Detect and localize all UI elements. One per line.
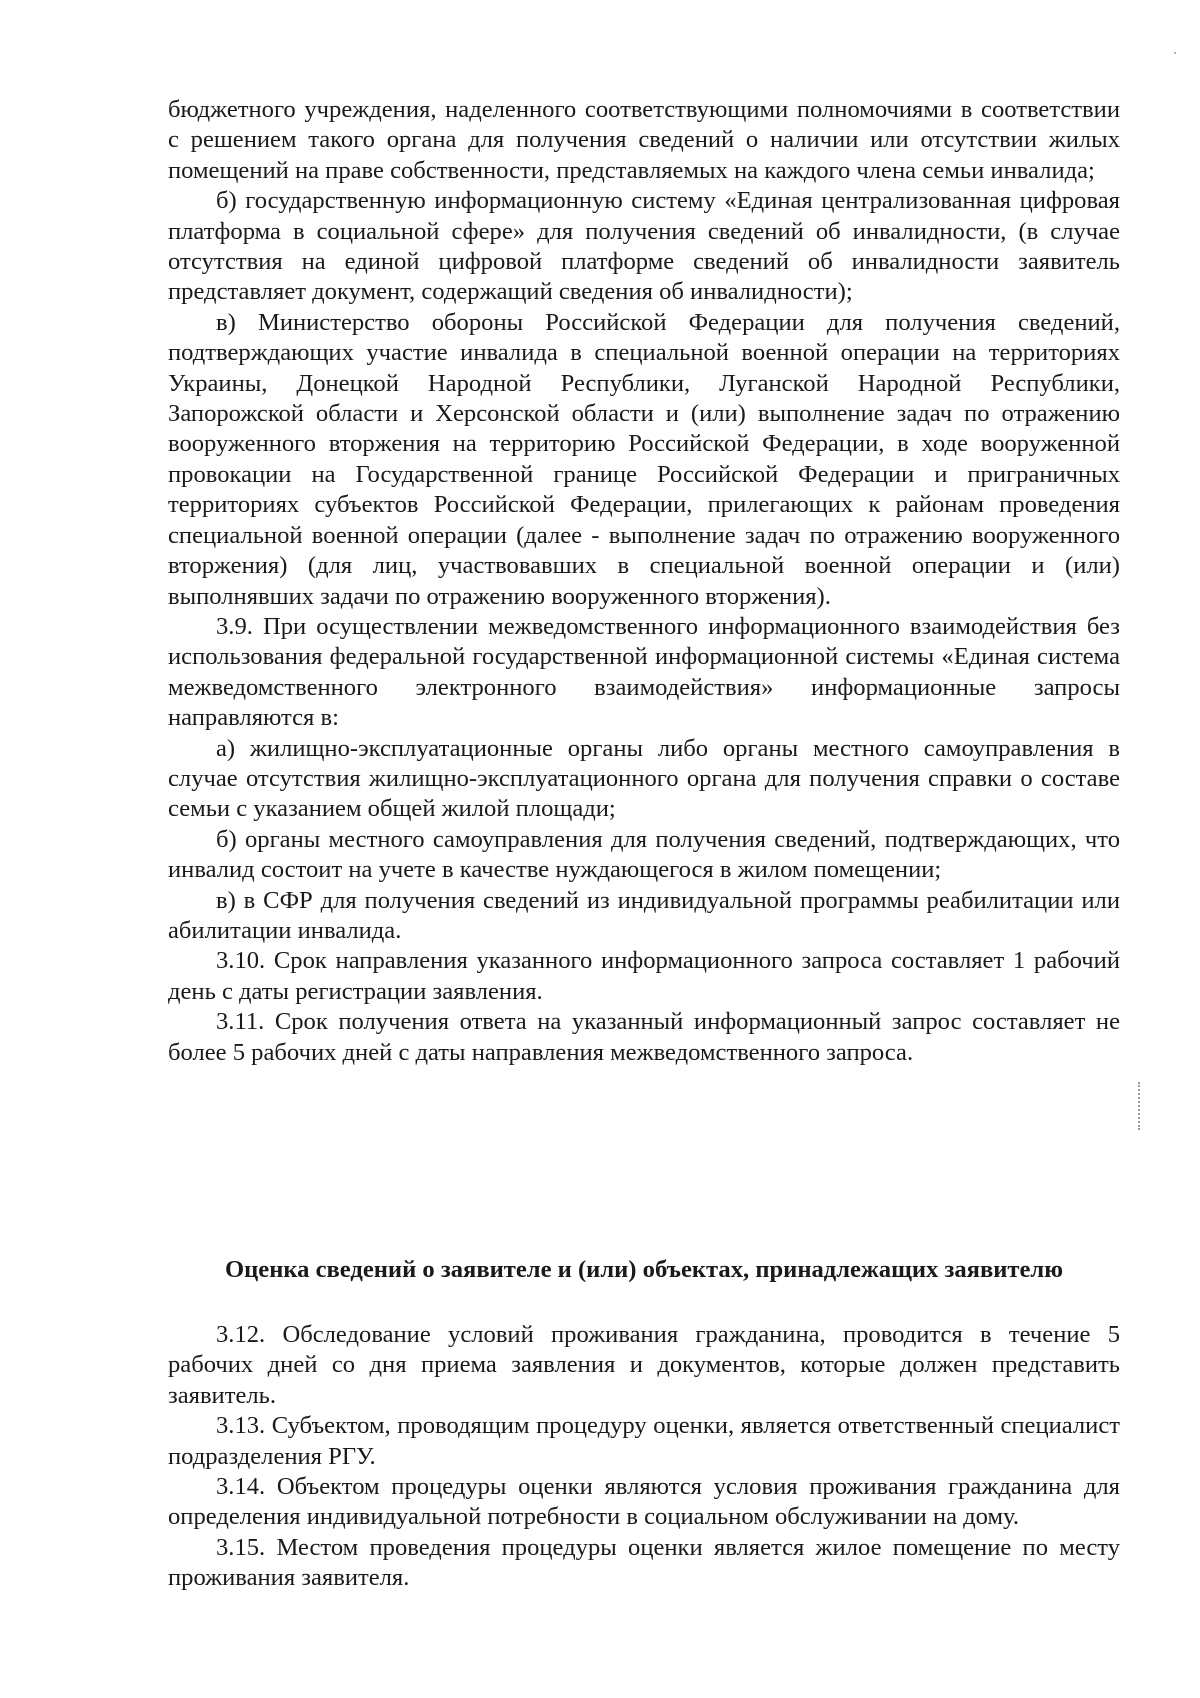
paragraph-3-9: 3.9. При осуществлении межведомственного информационного взаимодействия без использования федеральной государственной информационной системы «Единая система межведомственного электронного взаимодействия» информационные запросы направляются в:	[168, 612, 1120, 732]
scan-artifact-dot	[1174, 52, 1176, 54]
paragraph-item-v-defense-ministry: в) Министерство обороны Российской Федерации для получения сведений, подтверждающих участие инвалида в специальной военной операции на территориях Украины, Донецкой Народной Республики, Луганской Народной Республики, Запорожской области и Херсонской области и (или) выполнение задач по отражению вооруженного вторжения на территорию Российской Федерации, в ходе вооруженной провокации на Государственной границе Российской Федерации и приграничных территориях субъектов Российской Федерации, прилегающих к районам проведения специальной военной операции (далее - выполнение задач по отражению вооруженного вторжения) (для лиц, участвовавших в специальной военной операции и (или) выполнявших задачи по отражению вооруженного вторжения).	[168, 308, 1120, 610]
paragraph-3-13: 3.13. Субъектом, проводящим процедуру оценки, является ответственный специалист подразделения РГУ.	[168, 1412, 1120, 1470]
paragraph-3-11: 3.11. Срок получения ответа на указанный информационный запрос составляет не более 5 рабочих дней с даты направления межведомственного запроса.	[168, 1008, 1120, 1066]
scan-artifact-mark	[1138, 1082, 1142, 1130]
paragraph-continuation: бюджетного учреждения, наделенного соответствующими полномочиями в соответствии с решением такого органа для получения сведений о наличии или отсутствии жилых помещений на праве собственности, представляемых на каждого члена семьи инвалида;	[168, 96, 1120, 184]
section-heading: Оценка сведений о заявителе и (или) объектах, принадлежащих заявителю	[224, 1256, 1063, 1283]
paragraph-3-12: 3.12. Обследование условий проживания гражданина, проводится в течение 5 рабочих дней со дня приема заявления и документов, которые должен представить заявитель.	[168, 1321, 1120, 1409]
paragraph-3-14: 3.14. Объектом процедуры оценки являются условия проживания гражданина для определения индивидуальной потребности в социальном обслуживании на дому.	[168, 1473, 1120, 1531]
section-body-text	[168, 1320, 1120, 1594]
paragraph-3-15: 3.15. Местом проведения процедуры оценки является жилое помещение по месту проживания заявителя.	[168, 1533, 1120, 1592]
paragraph-3-10: 3.10. Срок направления указанного информационного запроса составляет 1 рабочий день с даты регистрации заявления.	[168, 947, 1120, 1005]
paragraph-item-b-local-government: б) органы местного самоуправления для получения сведений, подтверждающих, что инвалид состоит на учете в качестве нуждающегося в жилом помещении;	[168, 825, 1120, 884]
paragraph-item-a-housing: а) жилищно-эксплуатационные органы либо органы местного самоуправления в случае отсутствия жилищно-эксплуатационного органа для получения справки о составе семьи с указанием общей жилой площади;	[168, 734, 1120, 823]
body-text-block	[168, 95, 1120, 1068]
paragraph-item-b-efsp: б) государственную информационную систему «Единая централизованная цифровая платформа в социальной сфере» для получения сведений об инвалидности, (в случае отсутствия на единой цифровой платформе сведений об инвалидности заявитель представляет документ, содержащий сведения об инвалидности);	[168, 187, 1120, 306]
paragraph-item-v-sfr: в) в СФР для получения сведений из индивидуальной программы реабилитации или абилитации инвалида.	[168, 886, 1120, 944]
